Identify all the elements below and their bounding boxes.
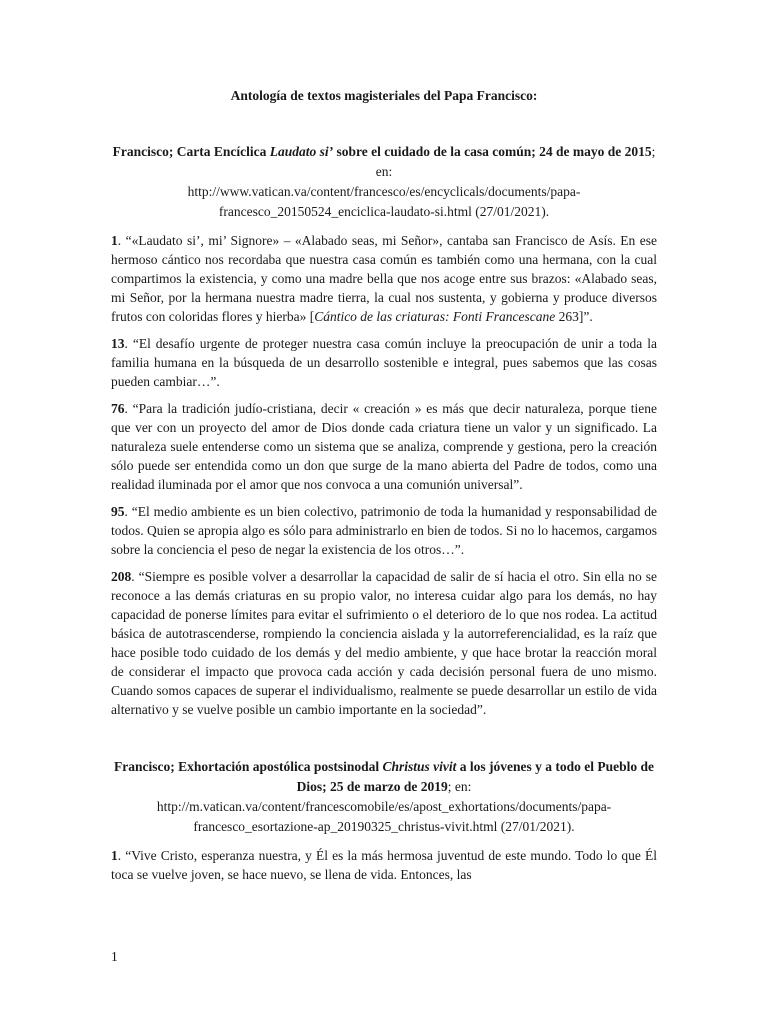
source-url-line1: http://m.vatican.va/content/francescomobile/es/apost_exhortations/documents/papa- [156, 799, 612, 814]
header-en: ; en: [375, 144, 656, 179]
paragraph-number: 1 [111, 233, 118, 248]
paragraph-number: 208 [111, 569, 132, 584]
section-header-laudato-si [111, 142, 657, 222]
header-work-title: Christus vivit [382, 759, 457, 774]
page-number: 1 [111, 949, 118, 964]
source-url-line2: francesco_esortazione-ap_20190325_christus-vivit.html (27/01/2021). [193, 819, 575, 834]
paragraph-text: . “Vive Cristo, esperanza nuestra, y Él es la más hermosa juventud de este mundo. Todo lo que Él toca se vuelve joven, se hace nuevo, se llena de vida. Entonces, las [111, 848, 657, 882]
section-header-christus-vivit [111, 757, 657, 837]
paragraph-text: . “Siempre es posible volver a desarrollar la capacidad de salir de sí hacia el otro. Sin ella no se reconoce a las demás criaturas en su propio valor, no interesa cuidar algo para los demás, no hay capacidad de ponerse límites para evitar el sufrimiento o el deterioro de lo que nos rodea. La actitud básica de autotrascenderse, rompiendo la conciencia aislada y la autorreferencialidad, es la raíz que hace posible todo cuidado de los demás y del medio ambiente, y que hace brotar la reacción moral de considerar el impacto que provoca cada acción y cada decisión personal fuera de uno mismo. Cuando somos capaces de superar el individualismo, realmente se puede desarrollar un estilo de vida alternativo y se vuelve posible un cambio importante en la sociedad”. [111, 569, 657, 717]
section-spacer [111, 727, 657, 757]
citation: Cántico de las criaturas: Fonti Francescane [314, 309, 556, 324]
source-url-line2: francesco_20150524_enciclica-laudato-si.html (27/01/2021). [218, 204, 550, 219]
document-content [111, 86, 657, 892]
paragraph-tail: 263]”. [555, 309, 593, 324]
header-work-title: Laudato si’ [269, 144, 334, 159]
paragraph-number: 95 [111, 504, 125, 519]
paragraph-number: 13 [111, 336, 125, 351]
paragraph-1 [111, 231, 657, 326]
header-author: Francisco; Carta Encíclica [112, 144, 270, 159]
paragraph-text: . “Para la tradición judío-cristiana, decir « creación » es más que decir naturaleza, porque tiene que ver con un proyecto del amor de Dios donde cada criatura tiene un valor y un significado. La naturaleza suele entenderse como un sistema que se analiza, comprende y gestiona, pero la creación sólo puede ser entendida como un don que surge de la mano abierta del Padre de todos, como una realidad iluminada por el amor que nos convoca a una comunión universal”. [111, 401, 657, 492]
paragraph-text: . “El desafío urgente de proteger nuestra casa común incluye la preocupación de unir a toda la familia humana en la búsqueda de un desarrollo sostenible e integral, pues sabemos que las cosas pueden cambiar…”. [111, 336, 657, 389]
header-subtitle: a los jóvenes y a todo el Pueblo de Dios; 25 de marzo de 2019 [296, 759, 655, 794]
paragraph-text: . “«Laudato si’, mi’ Signore» – «Alabado seas, mi Señor», cantaba san Francisco de Asís. En ese hermoso cántico nos recordaba que nuestra casa común es también como una hermana, con la cual compartimos la existencia, y como una madre bella que nos acoge entre sus brazos: «Alabado seas, mi Señor, por la hermana nuestra madre tierra, la cual nos sustenta, y gobierna y produce diversos frutos con coloridas flores y hierba» [ [111, 233, 657, 324]
paragraph-76 [111, 399, 657, 494]
paragraph-208 [111, 567, 657, 719]
paragraph-number: 1 [111, 848, 118, 863]
header-author: Francisco; Exhortación apostólica postsinodal [113, 759, 383, 774]
paragraph-13 [111, 334, 657, 391]
header-en: ; en: [447, 779, 472, 794]
document-title: Antología de textos magisteriales del Papa Francisco: [230, 88, 538, 103]
source-url-line1: http://www.vatican.va/content/francesco/es/encyclicals/documents/papa- [187, 184, 581, 199]
paragraph-95 [111, 502, 657, 559]
header-subtitle: sobre el cuidado de la casa común; 24 de mayo de 2015 [333, 144, 652, 159]
paragraph-number: 76 [111, 401, 125, 416]
paragraph-1-christus-vivit [111, 846, 657, 884]
paragraph-text: . “El medio ambiente es un bien colectivo, patrimonio de toda la humanidad y responsabilidad de todos. Quien se apropia algo es sólo para administrarlo en bien de todos. Si no lo hacemos, cargamos sobre la conciencia el peso de negar la existencia de los otros…”. [111, 504, 657, 557]
